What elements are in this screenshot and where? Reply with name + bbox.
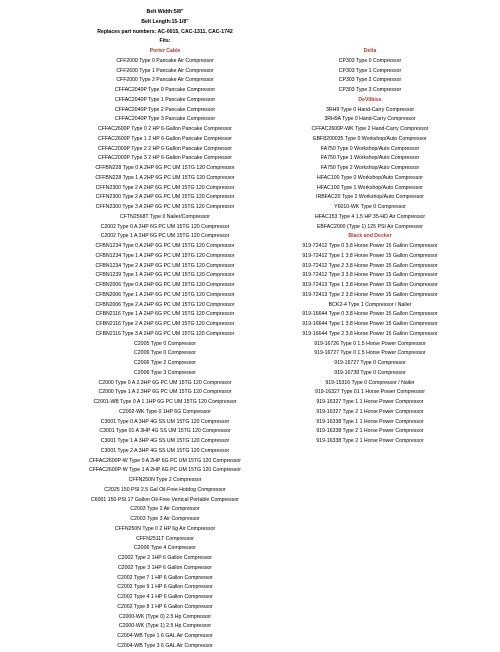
fitment-line: C2006 Type 2 Compressor [134, 360, 196, 366]
fitment-line: HFAC100 Type 1 Workshop/Auto Compressor [317, 184, 423, 191]
fitment-line: Replaces part numbers: AC-0015, CAC-1311, CAC-1742 [97, 28, 233, 35]
fitment-line: 919-72412 Type 1 3.8 Horse Power 15 Gallon Compressor [302, 252, 438, 259]
fitment-line: C2002 Type 4 1 HP 6 Gallon Compressor [117, 594, 213, 600]
fitment-line: 919-72412 Type 2 3.8 Horse Power 15 Gallon Compressor [302, 262, 438, 269]
fitment-line: C2002 Type 7 1 HP 6 Gallon Compressor [117, 574, 213, 581]
fitment-line: CFBN1239 Type 1 A 2HP 6G PC UM 15TG 120 Compressor [95, 272, 235, 279]
fitment-line: CFFAC2040P Type 0 Pancake Compressor [114, 87, 216, 93]
fitment-line: 919-72412 Type 0 3.8 Horse Power 15 Gallon Compressor [302, 243, 438, 249]
fitment-line: CFTN2568T Type 0 Nailer/Compressor [119, 213, 211, 220]
fitment-line: 919-16644 Type 1 3.8 Horse Power 15 Gallon Compressor [302, 321, 438, 327]
brand-heading: DeVilbiss [358, 96, 382, 103]
fitment-line: 919-72413 Type 1 3.8 Horse Power 15 Gallon Compressor [302, 282, 438, 288]
fitment-line: CFBN1234 Type 1 A 2HP 6G PC UM 15TG 120 Compressor [95, 252, 235, 259]
fitment-line: CFFBN228 Type 0 A 2HP 6G PC UM 15TG 120 Compressor [95, 165, 235, 171]
fitment-line: CFFAC2600P Type 1 2 HP 6-Gallon Pancake Compressor [97, 135, 233, 142]
fitment-line: 919-16327 Type 2 1 Horse Power Compressor [316, 408, 424, 415]
fitment-line: CFBN2116 Type 3 A 2HP 6G PC UM 15TG 120 Compressor [95, 330, 235, 337]
fitment-line: 919-16727 Type 0 1.5 Horse Power Compressor [314, 350, 426, 357]
fitment-line: CFFAC2040P Type 1 Pancake Compressor [114, 96, 216, 103]
fitment-line: C2025 150 PSI 2.5 Gal Oil-Free Hotdog Compressor [104, 486, 226, 493]
fitment-line: CFF2000 Type 0 Pancake Air Compressor [116, 57, 214, 64]
fitment-line: 919-15316 Type 0 Compressor / Nailer [325, 379, 415, 386]
fitment-line: CFBN2006 Type 2 A 2HP 6G PC UM 15TG 120 Compressor [95, 301, 235, 308]
fitment-line: CFFAC2000P Type 3 2 HP 6-Gallon Pancake Compressor [97, 155, 233, 162]
fitment-line: 3RH9 Type 0 Hand-Carry Compressor [325, 106, 415, 113]
fitment-line: C2002-WK Type 0 1HP 6G Compressor [119, 408, 211, 415]
brand-heading: Black and Decker [348, 233, 392, 240]
fitment-line: C2000-WK (Type 1) 2.5 Hp Compressor [118, 623, 212, 630]
fitment-line: 919-16338 Type 2 1 Horse Power Compressor [316, 428, 424, 435]
fitment-line: CFFAC2600P-W Type 0 A 2HP 6G PC UM 15TG 120 Compressor [88, 457, 242, 464]
fitment-line: CFFN2300 Type 2 A 2HP 6G PC UM 15TG 120 Compressor [95, 184, 235, 191]
fitment-line: CFFAC2600P-WK Type 2 Hand-Carry Compressor [311, 126, 429, 132]
fitment-line: CFFN250N Type 2 Compressor [128, 477, 202, 483]
fitment-line: 3RH9A Type 0 Hand-Carry Compressor [324, 116, 416, 123]
fitment-line: C2000-WK (Type 0) 2.5 Hp Compressor [118, 613, 212, 620]
right-column [250, 47, 490, 447]
fitment-line: CFBN1234 Type 2 A 2HP 6G PC UM 15TG 120 Compressor [95, 262, 235, 269]
fitment-line: 919-16738 Type 0 Compressor [334, 369, 406, 376]
fitment-line: CFF2600 Type 1 Pancake Air Compressor [116, 67, 214, 74]
fitment-line: C2002 Type 0 A 2HP 6G PC UM 15TG 120 Compressor [100, 223, 230, 230]
fitment-line: CFBN1234 Type 0 A 2HP 6G PC UM 15TG 120 Compressor [95, 243, 235, 249]
fitment-line: FA750 Type 1 Workshop/Auto Compressor [320, 155, 420, 162]
fitment-line: Y6010-WK Type 0 Compressor [334, 204, 406, 210]
fitment-line: C2004-WB Type 1 6 GAL Air Compressor [117, 633, 213, 639]
fitment-line: C2002 Type 1 A 2HP 6G PC UM 15TG 120 Compressor [100, 233, 230, 240]
fitment-line: Belt Length:15-1/8" [141, 18, 189, 25]
fitment-line: CFBN2006 Type 1 A 2HP 6G PC UM 15TG 120 Compressor [95, 291, 235, 298]
fitment-line: IRBFAC20 Type 2 Workshop/Auto Compressor [316, 194, 424, 201]
fitment-line: C3001 Type 01 A 3HP 4G SS UM 15TG 120 Compressor [99, 428, 231, 435]
fitment-line: CFFAC2040P Type 2 Pancake Compressor [114, 106, 216, 113]
brand-heading: Delta [363, 48, 377, 54]
fitment-line: CP303 Type 3 Compressor [338, 87, 402, 93]
fitment-line: C2006 Type 0 Compressor [134, 350, 196, 357]
fitment-line: CP303 Type 0 Compressor [338, 57, 402, 64]
fitment-line: CFFAC2600P-W Type 1 A 2HP 6G PC UM 15TG 120 Compressor [88, 467, 242, 474]
fitment-line: C2000 Type 1 A 2.3HP 6G PC UM 15TG 120 Compressor [98, 389, 232, 396]
fitment-line: CFFN2511T Compressor [136, 535, 194, 542]
fitment-line: CFFN250N Type 0 2 HP 6g Air Compressor [114, 525, 216, 532]
fitment-line: Fits: [159, 38, 171, 45]
fitment-line: CFBN2116 Type 1 A 2HP 6G PC UM 15TG 120 Compressor [95, 311, 235, 318]
fitment-line: C2003 Type 2 Air Compressor [130, 506, 200, 513]
fitment-line: CP303 Type 2 Compressor [338, 77, 402, 84]
fitment-line: HFAC153 Type 4 1.5 HP 35-HD Air Compressor [314, 213, 426, 220]
fitment-line: FA750 Type 0 Workshop/Auto Compressor [320, 145, 420, 152]
fitment-line: C2001-WB Type 0 A 1.1HP 6G PC UM 15TG 120 Compressor [93, 399, 237, 405]
brand-heading: Porter Cable [149, 48, 181, 54]
fitment-line: C2002 Type 9 1 HP 6 Gallon Compressor [117, 584, 213, 591]
fitment-line: 919-16644 Type 0 3.8 Horse Power 15 Gallon Compressor [302, 311, 438, 318]
fitment-line: CFFN2300 Type 2 A 2HP 6G PC UM 15TG 120 Compressor [95, 194, 235, 201]
fitment-line: C2003 Type 3 Air Compressor [130, 516, 200, 522]
fitment-line: EBF8200035 Type 0 Workshop/Auto Compressor [313, 135, 427, 142]
fitment-line: CFF2000 Type 2 Pancake Air Compressor [116, 77, 214, 84]
fitment-line: C3001 Type 0 A 3HP 4G SS UM 15TG 120 Compressor [100, 418, 230, 425]
fitment-line: HFAC100 Type 0 Workshop/Auto Compressor [317, 174, 423, 181]
fitment-line: C2002 Type 2 1HP 6 Gallon Compressor [117, 555, 213, 561]
fitment-line: 919-16644 Type 2 3.8 Horse Power 15 Gallon Compressor [302, 330, 438, 337]
fitment-line: EBFAC2000 (Type 1) 125 PSI Air Compressor [316, 223, 424, 230]
fitment-line: 919-72413 Type 2 3.8 Horse Power 15 Gallon Compressor [302, 291, 438, 298]
fitment-line: C3001 Type 2 A 3HP 4G SS UM 15TG 120 Compressor [100, 447, 230, 454]
fitment-line: 919-16727 Type 0 Compressor [334, 360, 406, 366]
fitment-line: C2006 Type 3 Compressor [134, 369, 196, 376]
fitment-line: Belt Width:5/8" [146, 9, 184, 15]
fitment-line: C2006 Type 4 Compressor [134, 545, 196, 552]
fitment-line: FA750 Type 2 Workshop/Auto Compressor [320, 165, 420, 171]
fitment-line: CFFAC2600P Type 0 2 HP 6-Gallon Pancake Compressor [97, 126, 233, 132]
fitment-line: C2004-WB Type 3 6 GAL Air Compressor [117, 642, 213, 649]
fitment-line: CFFN2300 Type 3 A 2HP 6G PC UM 15TG 120 Compressor [95, 204, 235, 210]
fitment-line: 919-16338 Type 1 1 Horse Power Compressor [316, 418, 424, 425]
fitment-line: CFFBN228 Type 1 A 2HP 6G PC UM 15TG 120 Compressor [95, 174, 235, 181]
fitment-line: C3001 Type 1 A 3HP 4G SS UM 15TG 120 Compressor [100, 438, 230, 444]
fitment-line: CFBN2116 Type 2 A 2HP 6G PC UM 15TG 120 Compressor [95, 321, 235, 327]
fitment-line: CFFAC2000P Type 2 2 HP 6-Gallon Pancake Compressor [97, 145, 233, 152]
fitment-line: C2002 Type 8 1 HP 6 Gallon Compressor [117, 603, 213, 610]
fitment-line: BCK2-4 Type 1 Compressor / Nailer [328, 301, 412, 308]
fitment-line: CFFAC2040P Type 3 Pancake Compressor [114, 116, 216, 123]
fitment-line: 919-16327 Type 1 1 Horse Power Compressor [316, 399, 424, 405]
fitment-line: 919-16327 Type 01 1 Horse Power Compressor [314, 389, 426, 396]
fitment-line: C2000 Type 0 A 2.3HP 6G PC UM 15TG 120 Compressor [98, 379, 232, 386]
fitment-line: CP303 Type 1 Compressor [338, 67, 402, 74]
fitment-line: 919-16726 Type 0 1.5 Horse Power Compressor [314, 340, 426, 347]
fitment-line: C2005 Type 0 Compressor [134, 340, 196, 347]
fitment-line: C6001 150 PSI 17 Gallon Oil-Free Vertical Portable Compressor [91, 496, 239, 503]
fitment-line: 919-16338 Type 2 1 Horse Power Compressor [316, 438, 424, 444]
fitment-line: C2002 Type 3 1HP 6 Gallon Compressor [117, 564, 213, 571]
fitment-line: 919-72412 Type 3 3.8 Horse Power 15 Gallon Compressor [302, 272, 438, 279]
fitment-line: CFBN2006 Type 0 A 2HP 6G PC UM 15TG 120 Compressor [95, 282, 235, 288]
